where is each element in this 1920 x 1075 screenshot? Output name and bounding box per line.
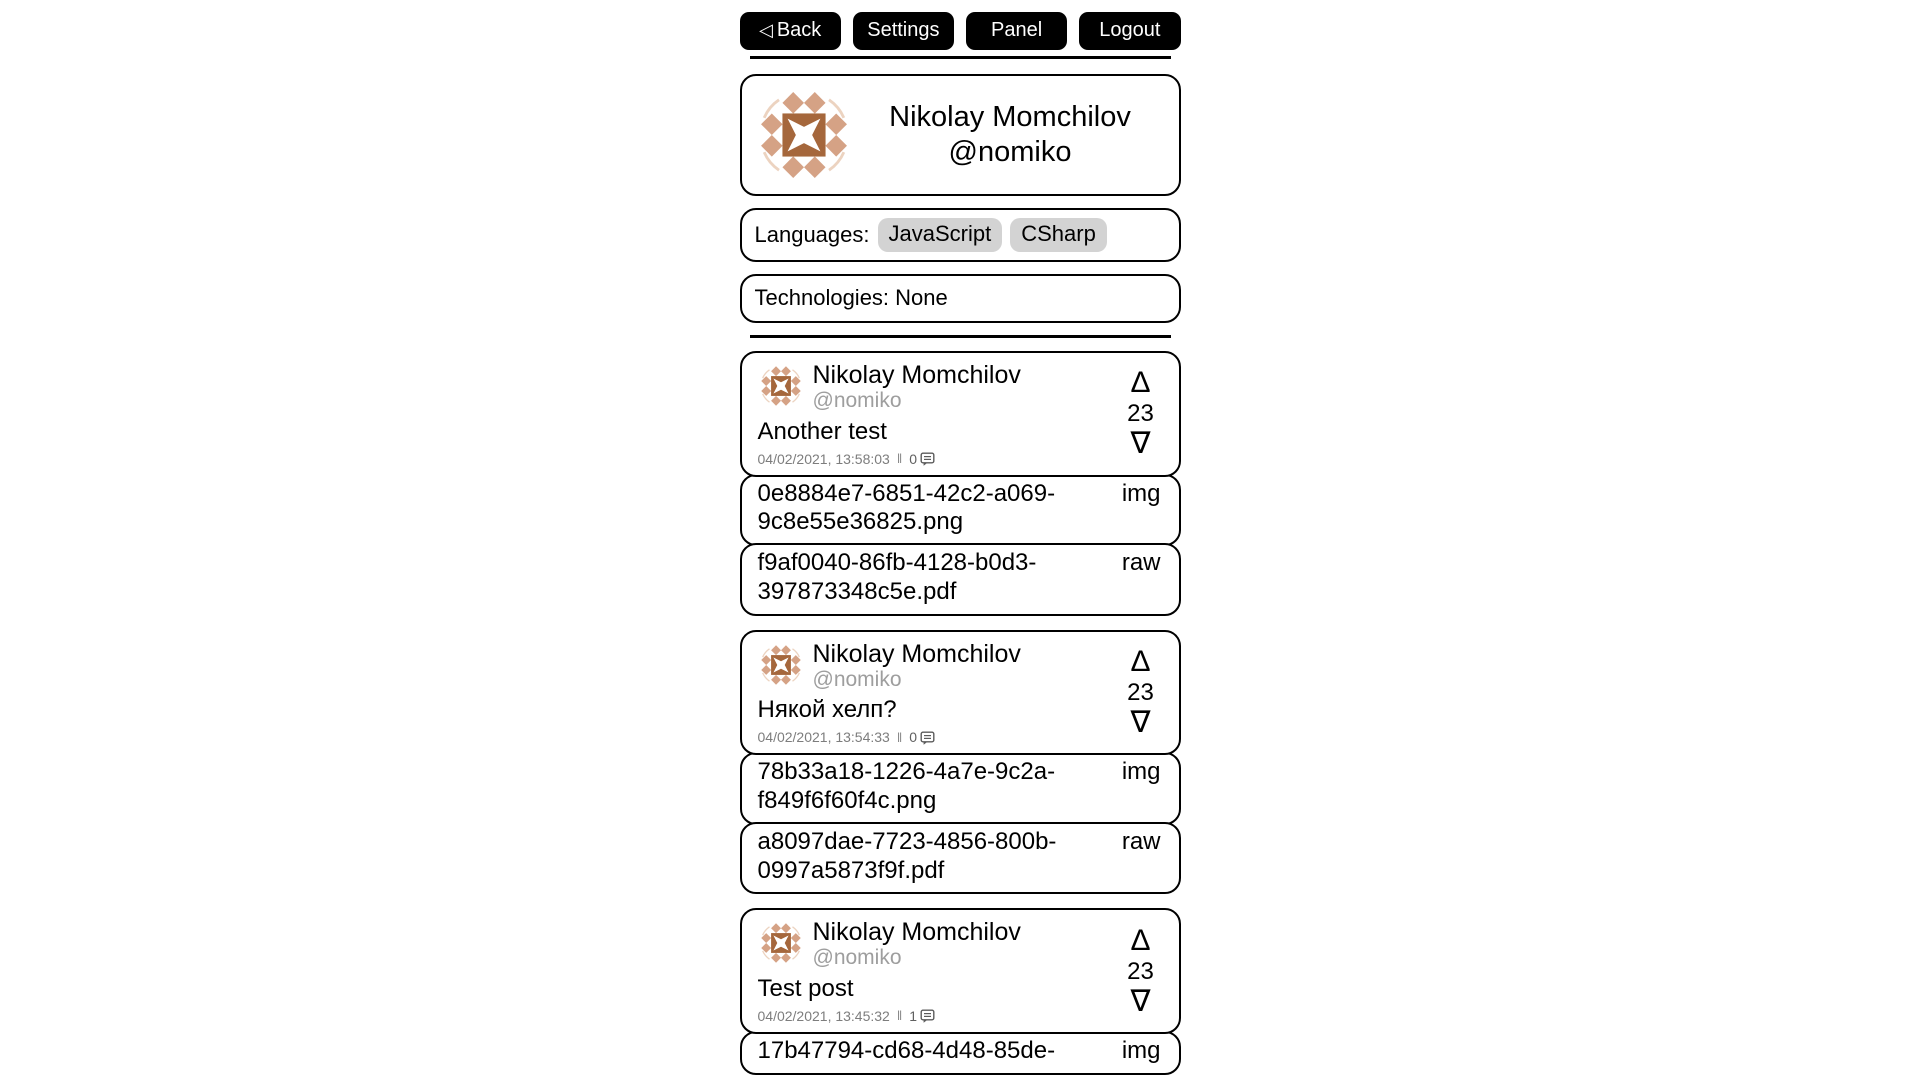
post-card[interactable] xyxy=(740,630,1181,756)
attachment-filename: 17b47794-cd68-4d48-85de- xyxy=(757,1036,1056,1064)
back-button[interactable] xyxy=(740,12,841,50)
post-main xyxy=(758,361,1119,467)
post-timestamp: 04/02/2021, 13:45:32 xyxy=(757,1007,890,1024)
profile-avatar xyxy=(754,85,854,185)
downvote-icon[interactable]: ∇ xyxy=(1130,984,1151,1018)
post-author-name: Nikolay Momchilov xyxy=(812,361,1021,389)
attachment-type-badge: img xyxy=(1121,1036,1161,1064)
post-author-handle: @nomiko xyxy=(812,946,902,970)
profile-name: Nikolay Momchilov xyxy=(889,100,1131,133)
vote-count: 23 xyxy=(1127,400,1154,428)
post-card[interactable] xyxy=(740,908,1181,1034)
top-nav xyxy=(740,12,1181,50)
main-column xyxy=(740,12,1181,1075)
post-author-block xyxy=(813,918,1021,970)
post-author-avatar xyxy=(758,642,804,688)
downvote-icon[interactable]: ∇ xyxy=(1130,427,1151,461)
technologies-value: None xyxy=(895,285,948,310)
comment-count: 1 xyxy=(909,1007,918,1024)
post-author-avatar xyxy=(758,920,804,966)
post-author-name: Nikolay Momchilov xyxy=(812,918,1021,947)
top-divider xyxy=(750,56,1171,59)
vote-count: 23 xyxy=(1127,678,1154,706)
post-author-avatar xyxy=(758,363,804,409)
attachment-card[interactable] xyxy=(740,822,1181,895)
post-comments xyxy=(909,451,935,467)
technologies-card xyxy=(740,274,1181,323)
post-group xyxy=(740,908,1181,1074)
post-meta xyxy=(758,729,1119,745)
comment-count: 0 xyxy=(909,729,918,746)
vote-count: 23 xyxy=(1127,957,1154,985)
settings-button[interactable]: Settings xyxy=(853,12,954,50)
attachment-filename: f9af0040-86fb-4128-b0d3-397873348c5e.pdf xyxy=(757,549,1037,605)
posts-divider xyxy=(750,335,1171,338)
comment-bubble-icon xyxy=(920,731,935,745)
upvote-icon[interactable]: Δ xyxy=(1130,644,1151,678)
comment-bubble-icon xyxy=(920,1009,935,1023)
languages-card xyxy=(740,208,1181,262)
post-comments xyxy=(909,729,935,745)
attachment-card[interactable] xyxy=(740,474,1181,547)
post-author-block xyxy=(813,640,1021,692)
attachment-card[interactable] xyxy=(740,1031,1181,1075)
attachment-filename: a8097dae-7723-4856-800b-0997a5873f9f.pdf xyxy=(757,827,1057,884)
panel-button[interactable]: Panel xyxy=(966,12,1067,50)
language-tag: CSharp xyxy=(1010,218,1107,252)
post-header xyxy=(758,918,1119,970)
attachment-type-badge: raw xyxy=(1121,549,1161,577)
attachment-card[interactable] xyxy=(740,543,1181,616)
attachment-type-badge: img xyxy=(1121,758,1161,786)
post-main xyxy=(758,918,1119,1024)
logout-button[interactable]: Logout xyxy=(1079,12,1180,50)
post-author-name: Nikolay Momchilov xyxy=(812,639,1021,668)
technologies-label: Technologies: xyxy=(754,285,890,310)
comment-bubble-icon xyxy=(920,452,935,466)
vote-column xyxy=(1119,918,1167,1024)
post-author-handle: @nomiko xyxy=(812,389,902,412)
meta-separator: ‖ xyxy=(896,451,903,467)
post-author-handle: @nomiko xyxy=(812,667,902,691)
post-group xyxy=(740,351,1181,616)
downvote-icon[interactable]: ∇ xyxy=(1130,706,1151,740)
post-header xyxy=(758,640,1119,692)
post-timestamp: 04/02/2021, 13:54:33 xyxy=(757,729,890,746)
post-card[interactable] xyxy=(740,351,1181,477)
post-group xyxy=(740,630,1181,895)
attachment-filename: 0e8884e7-6851-42c2-a069-9c8e55e36825.png xyxy=(757,479,1056,536)
post-timestamp: 04/02/2021, 13:58:03 xyxy=(757,450,890,467)
upvote-icon[interactable]: Δ xyxy=(1130,366,1151,400)
upvote-icon[interactable]: Δ xyxy=(1130,923,1151,957)
comment-count: 0 xyxy=(909,450,918,467)
post-title: Test post xyxy=(757,974,854,1002)
attachment-type-badge: raw xyxy=(1121,827,1161,855)
meta-separator: ‖ xyxy=(896,1008,903,1024)
meta-separator: ‖ xyxy=(896,729,903,745)
post-meta xyxy=(758,451,1119,467)
attachment-type-badge: img xyxy=(1121,479,1161,507)
back-arrow-icon: ◁ xyxy=(758,20,773,40)
attachment-card[interactable] xyxy=(740,752,1181,825)
post-author-block xyxy=(813,361,1021,413)
back-button-label: Back xyxy=(776,19,822,41)
post-comments xyxy=(909,1008,935,1024)
post-header xyxy=(758,361,1119,413)
languages-label: Languages: xyxy=(754,222,870,247)
post-meta xyxy=(758,1008,1119,1024)
post-title: Някой хелп? xyxy=(757,696,897,724)
post-title: Another test xyxy=(757,417,887,445)
post-main xyxy=(758,640,1119,746)
profile-names xyxy=(854,100,1167,171)
vote-column xyxy=(1119,361,1167,467)
language-tag: JavaScript xyxy=(878,218,1003,252)
vote-column xyxy=(1119,640,1167,746)
profile-card xyxy=(740,74,1181,196)
profile-handle: @nomiko xyxy=(948,136,1072,168)
attachment-filename: 78b33a18-1226-4a7e-9c2a-f849f6f60f4c.png xyxy=(757,758,1056,815)
